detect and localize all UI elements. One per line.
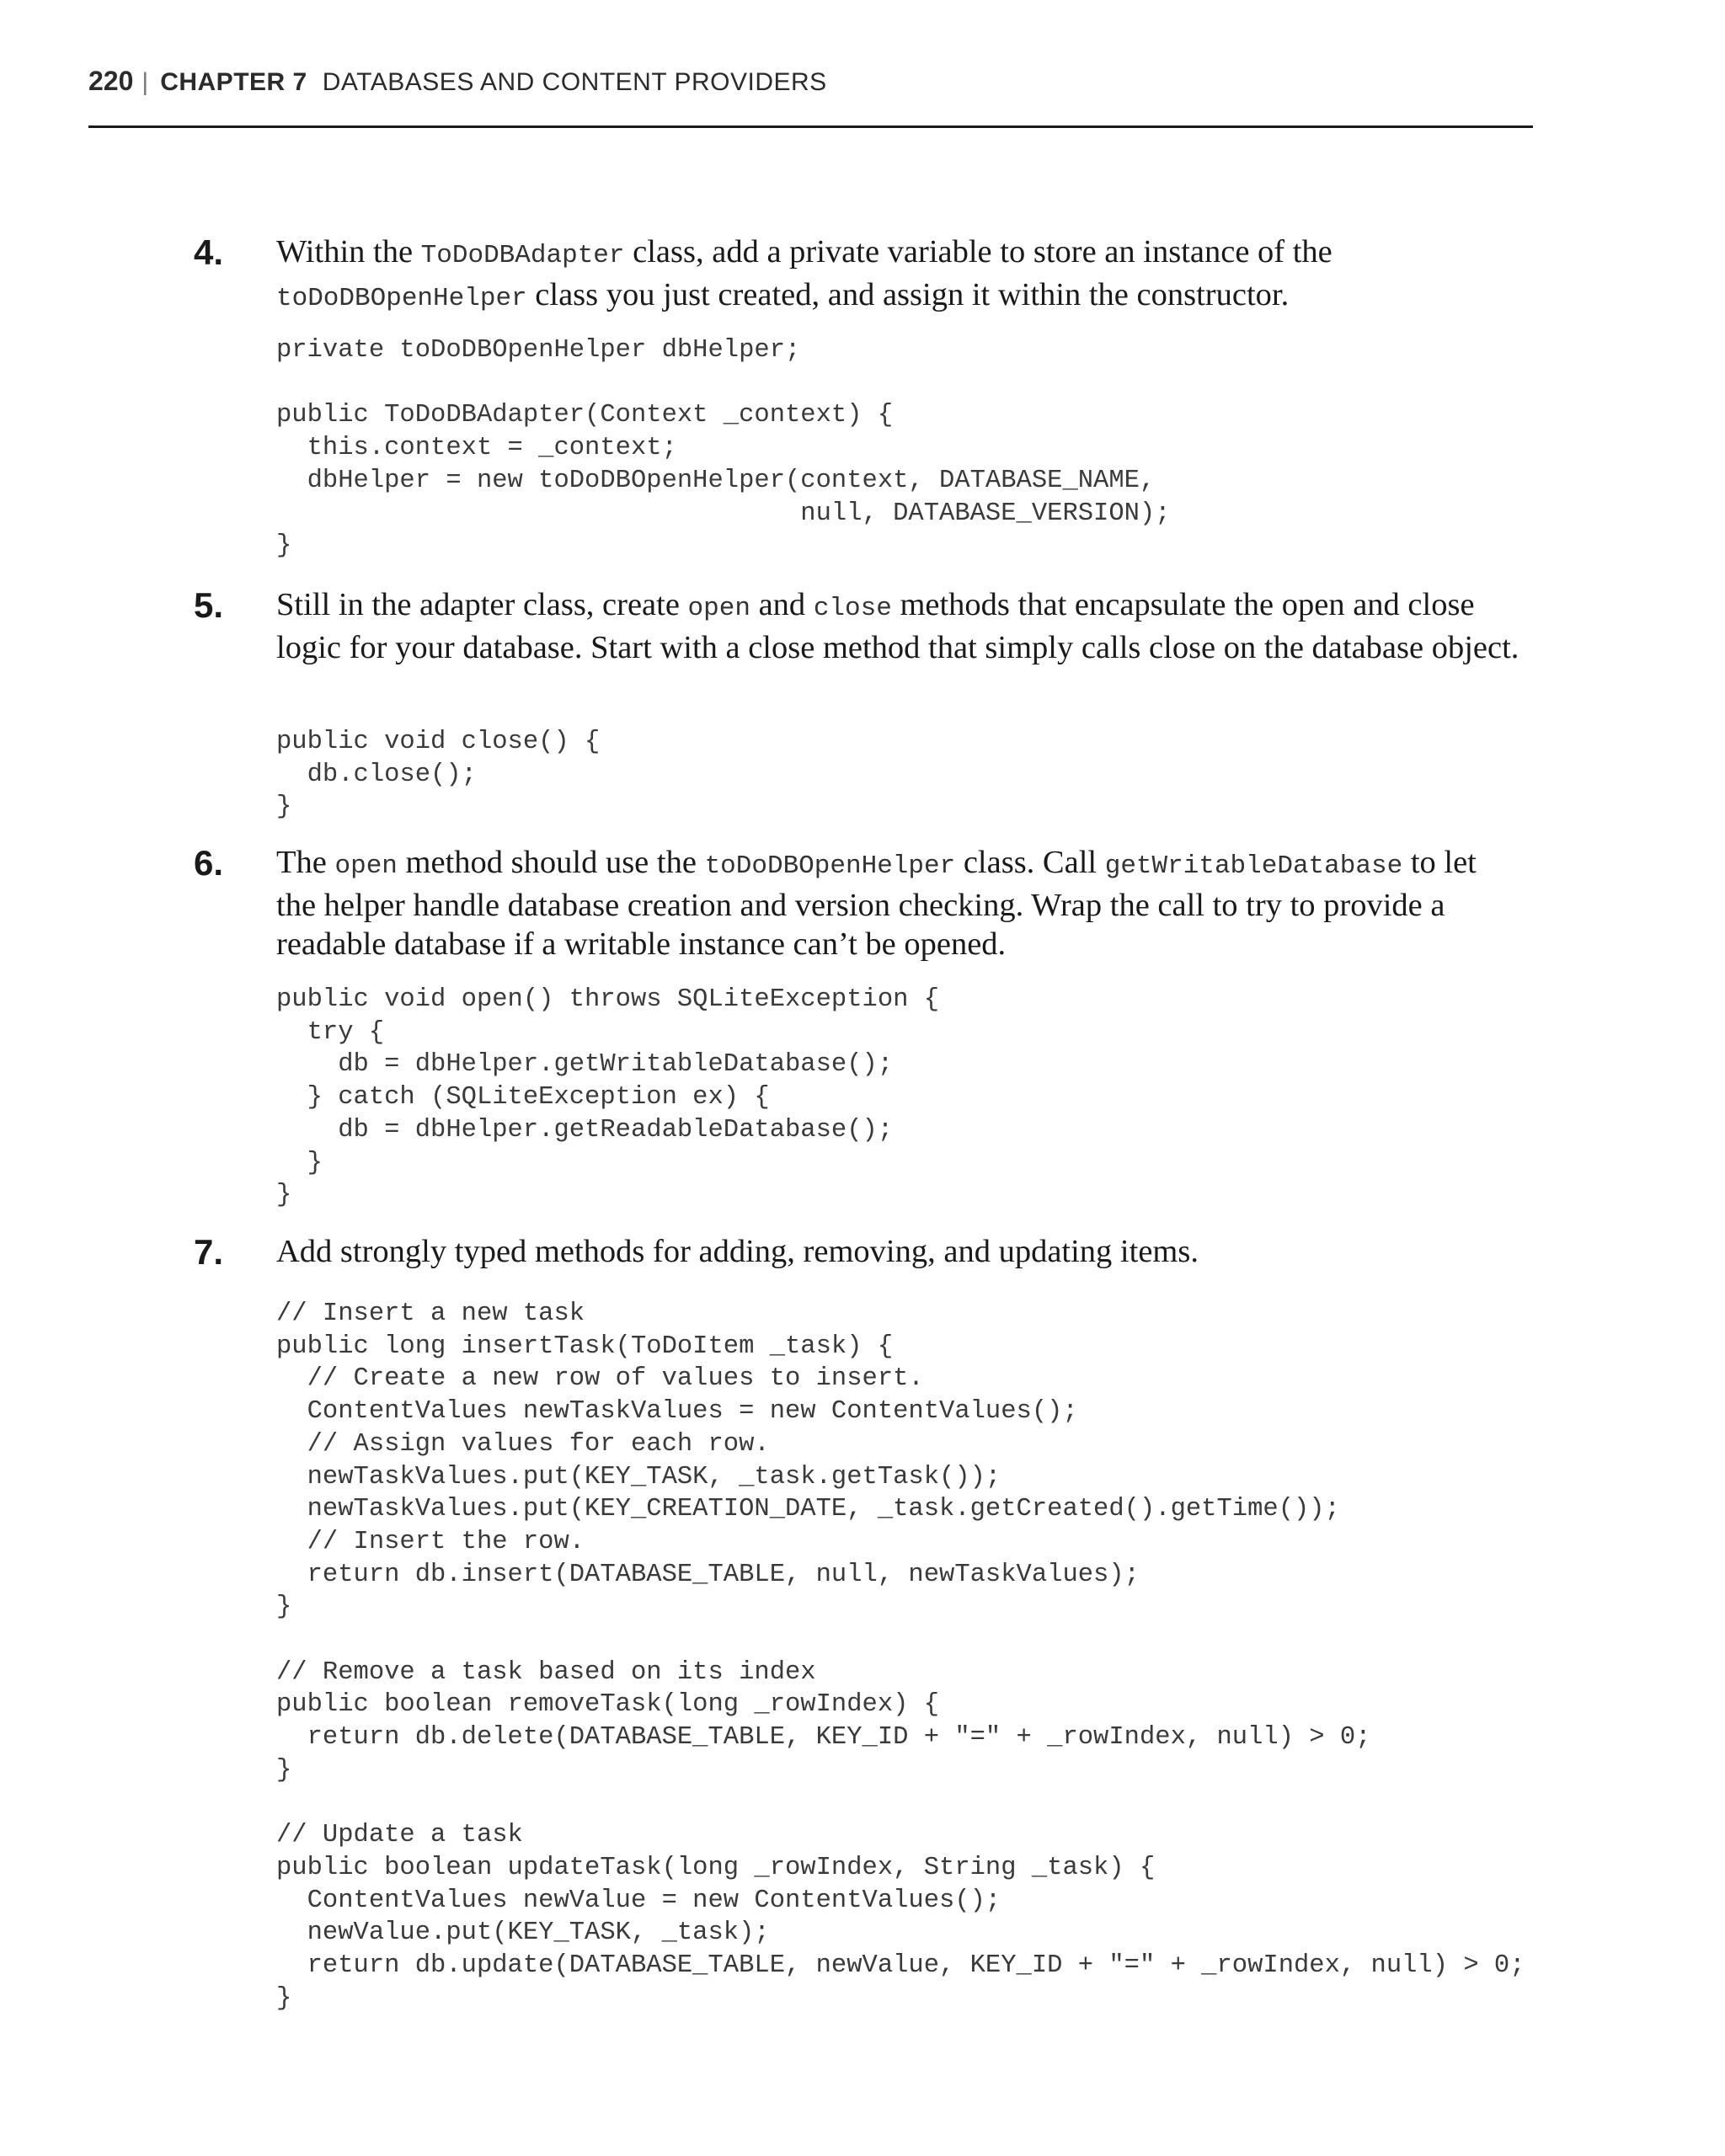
step-number: 5. (194, 585, 224, 625)
chapter-label: CHAPTER 7 (160, 68, 307, 96)
inline-code: toDoDBOpenHelper (704, 851, 956, 881)
prose-text: method should use the (397, 845, 705, 880)
code-block: private toDoDBOpenHelper dbHelper; public ToDoDBAdapter(Context _context) { this.context = _context; dbHelper = new toDoDBOpenHelper(context, DATABASE_NAME, null, DATABASE_VERSION); } (276, 336, 1171, 561)
code-block: // Insert a new task public long insertTask(ToDoItem _task) { // Create a new row of values to insert. ContentValues newTaskValues = new ContentValues(); // Assign values for each row. newTaskValues.put(KEY_TASK, _task.getTask()); newTaskValues.put(KEY_CREATION_DATE, _task.getCreated().getTime()); // Insert the row. return db.insert(DATABASE_TABLE, null, newTaskValues); } // Remove a task based on its index public boolean removeTask(long _rowIndex) { return db.delete(DATABASE_TABLE, KEY_ID + "=" + _rowIndex, null) > 0; } // Update a task public boolean updateTask(long _rowIndex, String _task) { ContentValues newValue = new ContentValues(); newValue.put(KEY_TASK, _task); return db.update(DATABASE_TABLE, newValue, KEY_ID + "=" + _rowIndex, null) > 0; } (276, 1299, 1525, 2013)
inline-code: toDoDBOpenHelper (276, 284, 527, 313)
inline-code: close (813, 594, 892, 623)
prose-text: and (750, 587, 814, 622)
step-number: 4. (194, 232, 224, 272)
inline-code: getWritableDatabase (1104, 851, 1403, 881)
code-block: public void close() { db.close(); } (276, 728, 601, 822)
prose-text: Within the (276, 234, 421, 270)
inline-code: open (687, 594, 750, 623)
prose-text: Add strongly typed methods for adding, removing, and updating items. (276, 1234, 1199, 1269)
header-rule (88, 125, 1533, 128)
prose-text: class. Call (955, 845, 1105, 880)
header-separator: | (142, 68, 149, 96)
prose-text: class, add a private variable to store an instance of the (624, 234, 1332, 270)
prose-text: to let the helper handle database creation and version checking. Wrap the call to try to provide a readable database if a writable instance can’t be opened. (276, 845, 1477, 962)
prose-text: methods that encapsulate the open and close logic for your database. Start with a close method that simply calls close on the database object. (276, 587, 1519, 665)
code-block: public void open() throws SQLiteException { try { db = dbHelper.getWritableDatabase(); } catch (SQLiteException ex) { db = dbHelper.getReadableDatabase(); } } (276, 985, 940, 1210)
inline-code: ToDoDBAdapter (420, 241, 625, 270)
page-number: 220 (88, 66, 134, 96)
step-instruction (276, 232, 1523, 318)
step-instruction (276, 585, 1523, 667)
prose-text: The (276, 845, 335, 880)
running-header (88, 66, 1533, 130)
inline-code: open (334, 851, 398, 881)
step-instruction (276, 1232, 1523, 1271)
step-instruction (276, 843, 1523, 963)
chapter-title: DATABASES AND CONTENT PROVIDERS (322, 68, 827, 96)
prose-text: Still in the adapter class, create (276, 587, 688, 622)
prose-text: class you just created, and assign it within the constructor. (526, 277, 1290, 312)
step-number: 6. (194, 843, 224, 883)
step-number: 7. (194, 1232, 224, 1272)
